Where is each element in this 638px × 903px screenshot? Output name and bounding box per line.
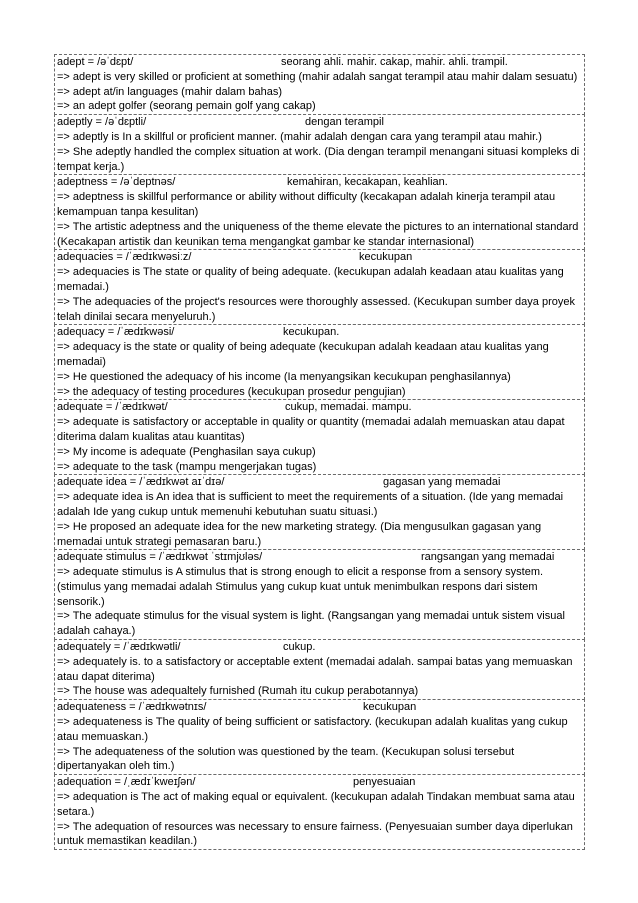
entry-heading	[57, 640, 582, 655]
entry-example-line: => adept at/in languages (mahir dalam bahas)	[57, 85, 283, 98]
entry-example-line: => adept is very skilled or proficient at something (mahir adalah sangat terampil atau mahir dalam sesuatu)	[57, 70, 578, 83]
entry-heading	[57, 115, 582, 130]
dictionary-entry	[54, 114, 585, 175]
entry-example-line: => The house was adequaltely furnished (Rumah itu cukup perabotannya)	[57, 685, 419, 698]
entry-example-line: => adequacy is the state or quality of being adequate (kecukupan adalah keadaan atau kualitas yang memadai)	[57, 341, 549, 368]
entry-example-line: => adequate stimulus is A stimulus that is strong enough to elicit a response from a sensory system. (stimulus yang memadai adalah Stimulus yang cukup kuat untuk menimbulkan respons dari sistem sensorik.)	[57, 566, 544, 608]
entry-example-line: => the adequacy of testing procedures (kecukupan prosedur pengujian)	[57, 385, 406, 398]
entry-heading	[57, 475, 582, 490]
entry-heading	[57, 55, 582, 70]
entry-term: adequateness = /ˈædɪkwətnɪs/	[57, 701, 207, 714]
dictionary-entry	[54, 549, 585, 640]
entry-meaning: cukup, memadai. mampu.	[285, 401, 412, 414]
entry-example-line: => The adequate stimulus for the visual system is light. (Rangsangan yang memadai untuk sistem visual adalah cahaya.)	[57, 610, 565, 638]
entry-meaning: penyesuaian	[353, 776, 416, 789]
entry-term: adequacy = /ˈædɪkwəsi/	[57, 326, 175, 339]
entry-meaning: kecukupan	[363, 701, 417, 714]
entry-meaning: cukup.	[283, 641, 316, 654]
entry-meaning: rangsangan yang memadai	[421, 551, 555, 564]
entry-term: adequation = /ˌædɪˈkweɪʃən/	[57, 776, 196, 789]
entry-heading	[57, 250, 582, 265]
entry-term: adequately = /ˈædɪkwətli/	[57, 641, 181, 654]
entry-heading	[57, 175, 582, 190]
entry-example-line: => The adequacies of the project's resources were thoroughly assessed. (Kecukupan sumber daya proyek telah dinilai secara menyeluruh.)	[57, 295, 575, 323]
entry-heading	[57, 550, 582, 565]
entry-example-line: => adequately is. to a satisfactory or acceptable extent (memadai adalah. sampai batas yang memuaskan atau dapat diterima)	[57, 655, 573, 683]
dictionary-entry	[54, 174, 585, 250]
dictionary-entry	[54, 54, 585, 115]
entry-meaning: kecukupan	[359, 251, 413, 264]
dictionary-entry	[54, 699, 585, 775]
dictionary-entry	[54, 249, 585, 325]
entry-example-line: => He questioned the adequacy of his income (Ia menyangsikan kecukupan penghasilannya)	[57, 370, 511, 383]
dictionary-entry	[54, 324, 585, 400]
entry-meaning: gagasan yang memadai	[383, 476, 501, 489]
entry-heading	[57, 775, 582, 790]
entry-term: adequacies = /ˈædɪkwəsiːz/	[57, 251, 192, 264]
entry-example-line: => adequation is The act of making equal or equivalent. (kecukupan adalah Tindakan membuat sama atau setara.)	[57, 791, 575, 818]
entry-example-line: => adequateness is The quality of being sufficient or satisfactory. (kecukupan adalah kualitas yang cukup atau memuaskan.)	[57, 716, 568, 743]
dictionary-entry	[54, 774, 585, 850]
entry-heading	[57, 325, 582, 340]
entry-example-line: => He proposed an adequate idea for the new marketing strategy. (Dia mengusulkan gagasan yang memadai untuk strategi pemasaran baru.)	[57, 520, 542, 548]
entry-example-line: => The adequation of resources was necessary to ensure fairness. (Penyesuaian sumber daya diperlukan untuk memastikan keadilan.)	[57, 820, 573, 848]
entry-example-line: => adequate to the task (mampu mengerjakan tugas)	[57, 460, 317, 473]
entry-term: adequate = /ˈædɪkwət/	[57, 401, 168, 414]
dictionary-document	[54, 55, 585, 850]
entry-term: adequate idea = /ˈædɪkwət aɪˈdɪə/	[57, 476, 225, 489]
entry-example-line: => She adeptly handled the complex situation at work. (Dia dengan terampil menangani situasi kompleks di tempat kerja.)	[57, 145, 580, 173]
entry-heading	[57, 400, 582, 415]
entry-example-line: => My income is adequate (Penghasilan saya cukup)	[57, 445, 316, 458]
entry-example-line: => The adequateness of the solution was questioned by the team. (Kecukupan solusi tersebut dipertanyakan oleh tim.)	[57, 745, 515, 773]
dictionary-entry	[54, 474, 585, 550]
entry-example-line: => adequacies is The state or quality of being adequate. (kecukupan adalah keadaan atau kualitas yang memadai.)	[57, 266, 564, 293]
entry-example-line: => adequate idea is An idea that is sufficient to meet the requirements of a situation. (Ide yang memadai adalah Ide yang cukup untuk memenuhi kebutuhan suatu situasi.)	[57, 491, 564, 518]
entry-meaning: dengan terampil	[305, 116, 384, 129]
entry-meaning: kecukupan.	[283, 326, 340, 339]
entry-term: adequate stimulus = /ˈædɪkwət ˈstɪmjʊləs/	[57, 551, 263, 564]
entry-meaning: kemahiran, kecakapan, keahlian.	[287, 176, 448, 189]
entry-example-line: => an adept golfer (seorang pemain golf yang cakap)	[57, 100, 316, 113]
entry-example-line: => adeptly is In a skillful or proficient manner. (mahir adalah dengan cara yang terampil atau mahir.)	[57, 130, 542, 143]
entry-example-line: => The artistic adeptness and the uniqueness of the theme elevate the pictures to an international standard (Kecakapan artistik dan keunikan tema mengangkat gambar ke standar internasional)	[57, 220, 579, 248]
entry-term: adeptly = /əˈdɛptli/	[57, 116, 147, 129]
entry-example-line: => adeptness is skillful performance or ability without difficulty (kecakapan adalah kinerja terampil atau kemampuan tanpa kesulitan)	[57, 191, 556, 218]
entry-example-line: => adequate is satisfactory or acceptable in quality or quantity (memadai adalah memuaskan atau dapat diterima dalam kualitas atau kuantitas)	[57, 416, 565, 443]
entry-heading	[57, 700, 582, 715]
dictionary-entry	[54, 639, 585, 700]
dictionary-entry	[54, 399, 585, 475]
entry-term: adept = /əˈdɛpt/	[57, 56, 134, 68]
entry-term: adeptness = /əˈdeptnəs/	[57, 176, 176, 189]
entry-meaning: seorang ahli. mahir. cakap, mahir. ahli. trampil.	[281, 56, 508, 68]
